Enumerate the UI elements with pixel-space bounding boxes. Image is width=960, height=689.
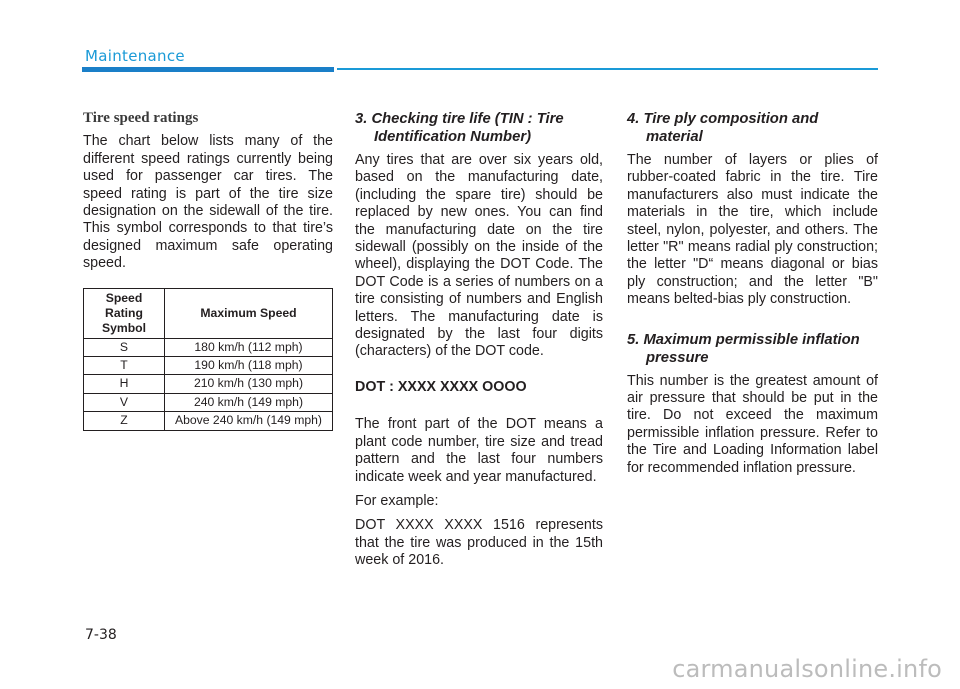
table-cell-speed: 190 km/h (118 mph) [165, 357, 333, 375]
table-cell-symbol: V [84, 393, 165, 411]
table-cell-symbol: T [84, 357, 165, 375]
tire-speed-paragraph: The chart below lists many of the different speed ratings currently being used for passenger car tires. The speed rating is part of the tire size designation on the sidewall of the tire. This symbol corresponds to that tire’s designed maximum safe operating speed. [83, 133, 333, 272]
table-row [84, 338, 333, 356]
column-1 [83, 108, 333, 431]
section-title: Maintenance [85, 47, 185, 65]
table-cell-speed: 180 km/h (112 mph) [165, 338, 333, 356]
table-cell-speed: 240 km/h (149 mph) [165, 393, 333, 411]
column-2 [355, 108, 603, 577]
table-header-symbol: Speed Rating Symbol [84, 288, 165, 338]
table-row [84, 375, 333, 393]
speed-rating-table [83, 288, 333, 431]
table-header-speed: Maximum Speed [165, 288, 333, 338]
pressure-paragraph: This number is the greatest amount of air pressure that should be put in the tire. Do not exceed the maximum permissible inflation pressure. Refer to the Tire and Loading Information label for recommended inflation pressure. [627, 372, 878, 476]
tin-heading: 3. Checking tire life (TIN : Tire Identification Number) [355, 111, 564, 145]
table-row [84, 412, 333, 430]
dot-explanation: The front part of the DOT means a plant code number, tire size and tread pattern and the last four numbers indicate week and year manufactured. [355, 416, 603, 485]
example-text: DOT XXXX XXXX 1516 represents that the tire was produced in the 15th week of 2016. [355, 517, 603, 569]
tire-speed-heading: Tire speed ratings [83, 110, 199, 126]
ply-heading: 4. Tire ply composition and material [627, 111, 819, 145]
dot-code: DOT : XXXX XXXX OOOO [355, 378, 527, 395]
page-number: 7-38 [85, 627, 117, 643]
header-bar-thick [82, 67, 334, 72]
table-row [84, 393, 333, 411]
example-label: For example: [355, 492, 439, 509]
table-cell-speed: 210 km/h (130 mph) [165, 375, 333, 393]
table-header-row [84, 288, 333, 338]
table-cell-symbol: Z [84, 412, 165, 430]
table-cell-symbol: S [84, 338, 165, 356]
column-3 [627, 108, 878, 484]
tin-paragraph: Any tires that are over six years old, based on the manufacturing date, (including the spare tire) should be replaced by new ones. You can find the manufacturing date on the tire sidewall (possibly on the inside of the wheel), displaying the DOT Code. The DOT Code is a series of numbers on a tire consisting of numbers and English letters. The manufacturing date is designated by the last four digits (characters) of the DOT code. [355, 152, 603, 360]
pressure-heading: 5. Maximum permissible inflation pressure [627, 331, 860, 366]
table-row [84, 357, 333, 375]
table-cell-symbol: H [84, 375, 165, 393]
watermark: carmanualsonline.info [672, 655, 942, 683]
table-cell-speed: Above 240 km/h (149 mph) [165, 412, 333, 430]
header-bar-thin [337, 68, 878, 70]
ply-paragraph: The number of layers or plies of rubber-coated fabric in the tire. Tire manufacturers also must indicate the materials in the tire, which include steel, nylon, polyester, and others. The letter "R" means radial ply construction; the letter "D“ means diagonal or bias ply construction; and the letter "B" means belted-bias ply construction. [627, 152, 878, 308]
